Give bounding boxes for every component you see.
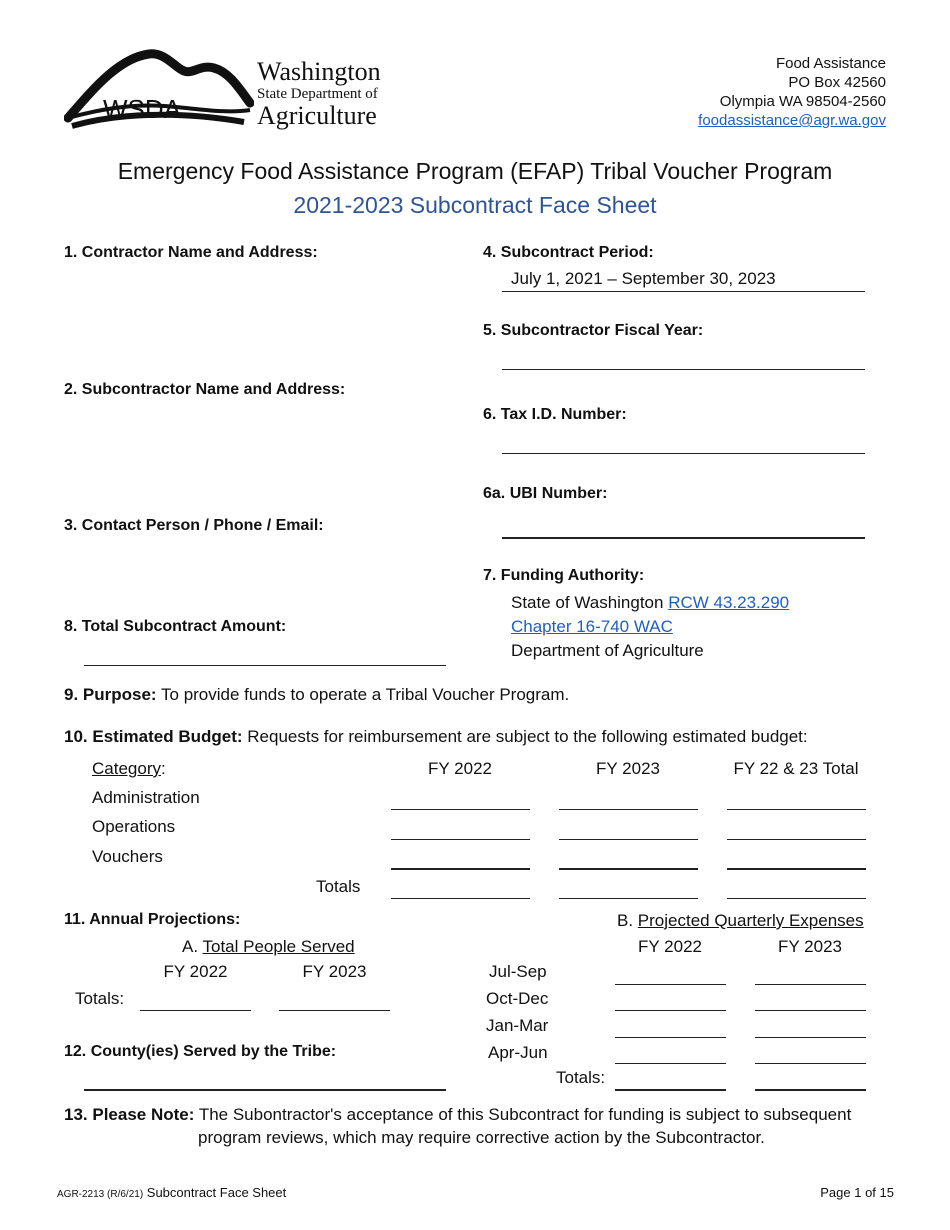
contact-line2: PO Box 42560	[788, 74, 886, 91]
quarter-jan-mar: Jan-Mar	[486, 1016, 549, 1035]
fiscal-year-label: 5. Subcontractor Fiscal Year:	[483, 322, 704, 339]
budget-line-ops-total[interactable]	[727, 839, 866, 840]
subcontract-period-value: July 1, 2021 – September 30, 2023	[511, 269, 776, 288]
budget-line-ops-fy2022[interactable]	[391, 839, 530, 840]
budget-line-admin-total[interactable]	[727, 809, 866, 810]
footer-form-code: AGR-2213 (R/6/21)	[57, 1189, 144, 1200]
people-served-title-text: Total People Served	[202, 937, 355, 956]
footer-form-name: Subcontract Face Sheet	[146, 1185, 287, 1200]
quarter-line-oct-fy2022[interactable]	[615, 1010, 726, 1011]
quarter-line-jul-fy2022[interactable]	[615, 984, 726, 985]
contact-person-label: 3. Contact Person / Phone / Email:	[64, 517, 324, 534]
quarter-line-jan-fy2023[interactable]	[755, 1037, 866, 1038]
ubi-number-label: 6a. UBI Number:	[483, 485, 608, 502]
agency-name-line3: Agriculture	[257, 101, 377, 130]
contractor-name-label: 1. Contractor Name and Address:	[64, 244, 318, 261]
budget-line-vouchers-total[interactable]	[727, 868, 866, 870]
quarterly-totals-label: Totals:	[556, 1068, 606, 1087]
wsda-mountain-logo	[64, 48, 254, 134]
quarter-line-jul-fy2023[interactable]	[755, 984, 866, 985]
agency-name-line2: State Department of	[257, 86, 378, 102]
please-note-text: The Subontractor's acceptance of this Subcontract for funding is subject to subsequent	[194, 1105, 852, 1124]
total-amount-label: 8. Total Subcontract Amount:	[64, 618, 287, 635]
budget-line-totals-fy2023[interactable]	[559, 898, 698, 899]
funding-authority-line3: Department of Agriculture	[511, 641, 704, 660]
purpose-section	[64, 685, 569, 705]
quarter-line-jan-fy2022[interactable]	[615, 1037, 726, 1038]
category-header	[92, 759, 166, 779]
contact-email-link[interactable]: foodassistance@agr.wa.gov	[698, 112, 886, 129]
please-note-text-line2: program reviews, which may require corrective action by the Subcontractor.	[198, 1128, 765, 1147]
quarter-apr-jun: Apr-Jun	[488, 1043, 548, 1062]
funding-state-text: State of Washington	[511, 593, 669, 612]
funding-authority-label: 7. Funding Authority:	[483, 567, 645, 584]
budget-section	[64, 727, 808, 747]
budget-col-total: FY 22 & 23 Total	[733, 759, 859, 778]
contact-line3: Olympia WA 98504-2560	[719, 93, 886, 110]
people-col-fy2023: FY 2023	[302, 962, 367, 981]
budget-label: 10. Estimated Budget:	[64, 727, 243, 746]
people-col-fy2022: FY 2022	[163, 962, 228, 981]
quarter-oct-dec: Oct-Dec	[486, 989, 549, 1008]
quarter-jul-sep: Jul-Sep	[489, 962, 547, 981]
agency-logo	[64, 48, 384, 134]
purpose-label: 9. Purpose:	[64, 685, 157, 704]
people-line-fy2022[interactable]	[140, 1010, 251, 1011]
funding-authority-line1	[511, 593, 789, 613]
quarter-line-oct-fy2023[interactable]	[755, 1010, 866, 1011]
total-amount-line[interactable]	[84, 665, 446, 666]
quarter-line-apr-fy2022[interactable]	[615, 1063, 726, 1064]
quarterly-title-text: Projected Quarterly Expenses	[637, 911, 864, 930]
budget-line-admin-fy2022[interactable]	[391, 809, 530, 810]
tax-id-line[interactable]	[502, 453, 865, 454]
subcontract-period-line	[502, 291, 865, 292]
rcw-link[interactable]: RCW 43.23.290	[668, 593, 790, 612]
budget-line-vouchers-fy2022[interactable]	[391, 868, 530, 870]
subcontractor-name-label: 2. Subcontractor Name and Address:	[64, 381, 346, 398]
category-colon: :	[160, 759, 166, 778]
budget-col-fy2022: FY 2022	[428, 759, 492, 778]
budget-line-totals-fy2022[interactable]	[391, 898, 530, 899]
budget-line-totals-total[interactable]	[727, 898, 866, 899]
budget-line-ops-fy2023[interactable]	[559, 839, 698, 840]
page-title: Emergency Food Assistance Program (EFAP) Tribal Voucher Program	[117, 158, 833, 184]
wac-link[interactable]: Chapter 16-740 WAC	[511, 617, 673, 636]
footer-form-info	[57, 1185, 286, 1200]
people-served-title	[182, 937, 355, 957]
category-label: Category	[92, 759, 161, 778]
people-totals-label: Totals:	[75, 989, 125, 1008]
footer-page-number: Page 1 of 15	[820, 1185, 894, 1200]
ubi-number-line[interactable]	[502, 537, 865, 539]
logo-text: WSDA	[103, 94, 181, 124]
quarterly-col-fy2022: FY 2022	[638, 937, 702, 956]
agency-name-line1: Washington	[257, 57, 381, 86]
fiscal-year-line[interactable]	[502, 369, 865, 370]
please-note-section	[64, 1105, 851, 1125]
tax-id-label: 6. Tax I.D. Number:	[483, 406, 627, 423]
budget-line-vouchers-fy2023[interactable]	[559, 868, 698, 870]
quarter-line-totals-fy2022[interactable]	[615, 1089, 726, 1091]
county-label: 12. County(ies) Served by the Tribe:	[64, 1043, 337, 1060]
page-subtitle: 2021-2023 Subcontract Face Sheet	[293, 192, 657, 218]
county-line[interactable]	[84, 1089, 446, 1091]
contact-block	[698, 54, 886, 130]
contact-line1: Food Assistance	[775, 55, 886, 72]
subcontract-period-label: 4. Subcontract Period:	[483, 244, 654, 261]
quarterly-expenses-title	[617, 911, 864, 931]
quarterly-col-fy2023: FY 2023	[778, 937, 842, 956]
budget-row-administration: Administration	[92, 788, 200, 807]
people-line-fy2023[interactable]	[279, 1010, 390, 1011]
budget-row-operations: Operations	[92, 817, 176, 836]
budget-col-fy2023: FY 2023	[596, 759, 660, 778]
please-note-label: 13. Please Note:	[64, 1105, 195, 1124]
purpose-text: To provide funds to operate a Tribal Voucher Program.	[156, 685, 570, 704]
budget-row-totals: Totals	[316, 877, 361, 896]
budget-text: Requests for reimbursement are subject to the following estimated budget:	[242, 727, 808, 746]
projections-label: 11. Annual Projections:	[64, 911, 241, 928]
quarter-line-totals-fy2023[interactable]	[755, 1089, 866, 1091]
quarter-line-apr-fy2023[interactable]	[755, 1063, 866, 1064]
people-served-prefix: A.	[182, 937, 203, 956]
quarterly-prefix: B.	[617, 911, 638, 930]
budget-line-admin-fy2023[interactable]	[559, 809, 698, 810]
budget-row-vouchers: Vouchers	[92, 847, 163, 866]
